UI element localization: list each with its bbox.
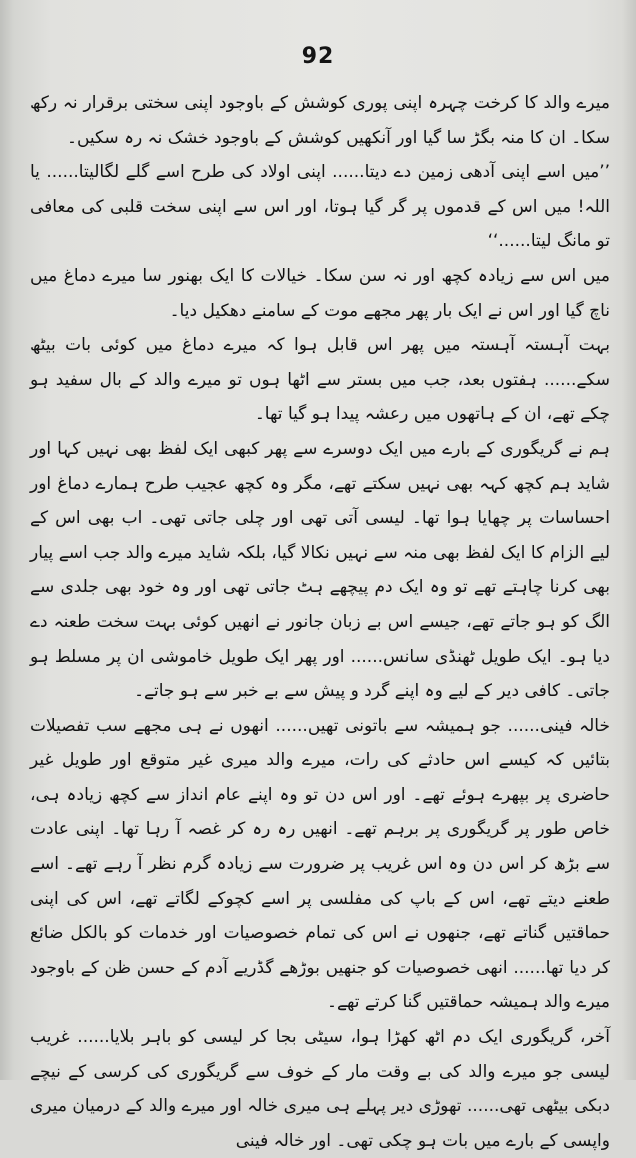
paragraph-7: آخر، گریگوری ایک دم اٹھ کھڑا ہوا، سیٹی بجا کر لیسی کو باہر بلایا...... غریب لیسی جو میرے والد کی بے وقت مار کے خوف سے گریگوری کی کرسی کے نیچے دبکی بیٹھی تھی...... تھوڑی دیر پہلے ہی میری خالہ اور میرے والد کے درمیان میری واپسی کے بارے میں بات ہو چکی تھی۔ اور خالہ فینی — [30, 1027, 610, 1151]
paragraph-4: بہت آہستہ آہستہ میں پھر اس قابل ہوا کہ میرے دماغ میں کوئی بات بیٹھ سکے...... ہفتوں بعد، جب میں بستر سے اٹھا ہوں تو میرے والد کے بال سفید ہو چکے تھے، ان کے ہاتھوں میں رعشہ پیدا ہو گیا تھا۔ — [30, 335, 610, 425]
paragraph-3: میں اس سے زیادہ کچھ اور نہ سن سکا۔ خیالات کا ایک بھنور سا میرے دماغ میں ناچ گیا اور اس نے ایک بار پھر مجھے موت کے سامنے دھکیل دیا۔ — [30, 265, 610, 321]
page-right-shadow — [622, 0, 636, 1080]
paragraph-5: ہم نے گریگوری کے بارے میں ایک دوسرے سے پھر کبھی ایک لفظ بھی نہیں کہا اور شاید ہم کچھ کہہ بھی نہیں سکتے تھے، مگر وہ کچھ عجیب طرح ہمارے دماغ اور احساسات پر چھایا ہوا تھا۔ لیسی آتی تھی اور چلی جاتی تھی۔ اب بھی اس کے لیے الزام کا ایک لفظ بھی منہ سے نہیں نکالا گیا، بلکہ شاید میرے والد جب اسے پیار بھی کرنا چاہتے تھے تو وہ ایک دم پیچھے ہٹ جاتی تھی اور وہ خود بھی جلدی سے الگ کو ہو جاتے تھے، جیسے اس بے زبان جانور نے انھیں کوئی بہت سخت طعنہ دے دیا ہو۔ ایک طویل ٹھنڈی سانس...... اور پھر ایک طویل خاموشی ان پر مسلط ہو جاتی۔ کافی دیر کے لیے وہ اپنے گرد و پیش سے بے خبر سے ہو جاتے۔ — [30, 438, 610, 702]
page-body-text — [30, 86, 610, 1158]
page-number: 92 — [301, 44, 335, 69]
paragraph-6: خالہ فینی...... جو ہمیشہ سے باتونی تھیں...... انھوں نے ہی مجھے سب تفصیلات بتائیں کہ کیسے اس حادثے کی رات، میرے والد میری غیر متوقع اور طویل غیر حاضری پر بپھرے ہوئے تھے۔ اور اس دن تو وہ اپنے عام انداز سے کچھ زیادہ ہی، خاص طور پر گریگوری پر برہم تھے۔ انھیں رہ رہ کر غصہ آ رہا تھا۔ اپنی عادت سے بڑھ کر اس دن وہ اس غریب پر ضرورت سے زیادہ گرم نظر آ رہے تھے۔ اسے طعنے دیتے تھے، اس کے باپ کی مفلسی پر اسے کچوکے لگاتے تھے، اس کی اپنی حماقتیں گناتے تھے، جنھوں نے اس کی تمام خصوصیات اور خدمات کو بالکل ضائع کر دیا تھا...... انھی خصوصیات کو جنھیں بوڑھے گڈریے آدم کے حسن ظن کے باوجود میرے والد ہمیشہ حماقتیں گنا کرتے تھے۔ — [30, 715, 610, 1013]
page-left-shadow — [0, 0, 14, 1080]
paragraph-2: ’’میں اسے اپنی آدھی زمین دے دیتا...... اپنی اولاد کی طرح اسے گلے لگالیتا...... یا اللہ! میں اس کے قدموں پر گر گیا ہوتا، اور اس سے اپنی سخت قلبی کی معافی تو مانگ لیتا......‘‘ — [30, 162, 610, 252]
paragraph-1: میرے والد کا کرخت چہرہ اپنی پوری کوشش کے باوجود اپنی سختی برقرار نہ رکھ سکا۔ ان کا منہ بگڑ سا گیا اور آنکھیں کوشش کے باوجود خشک نہ رہ سکیں۔ — [30, 93, 610, 148]
